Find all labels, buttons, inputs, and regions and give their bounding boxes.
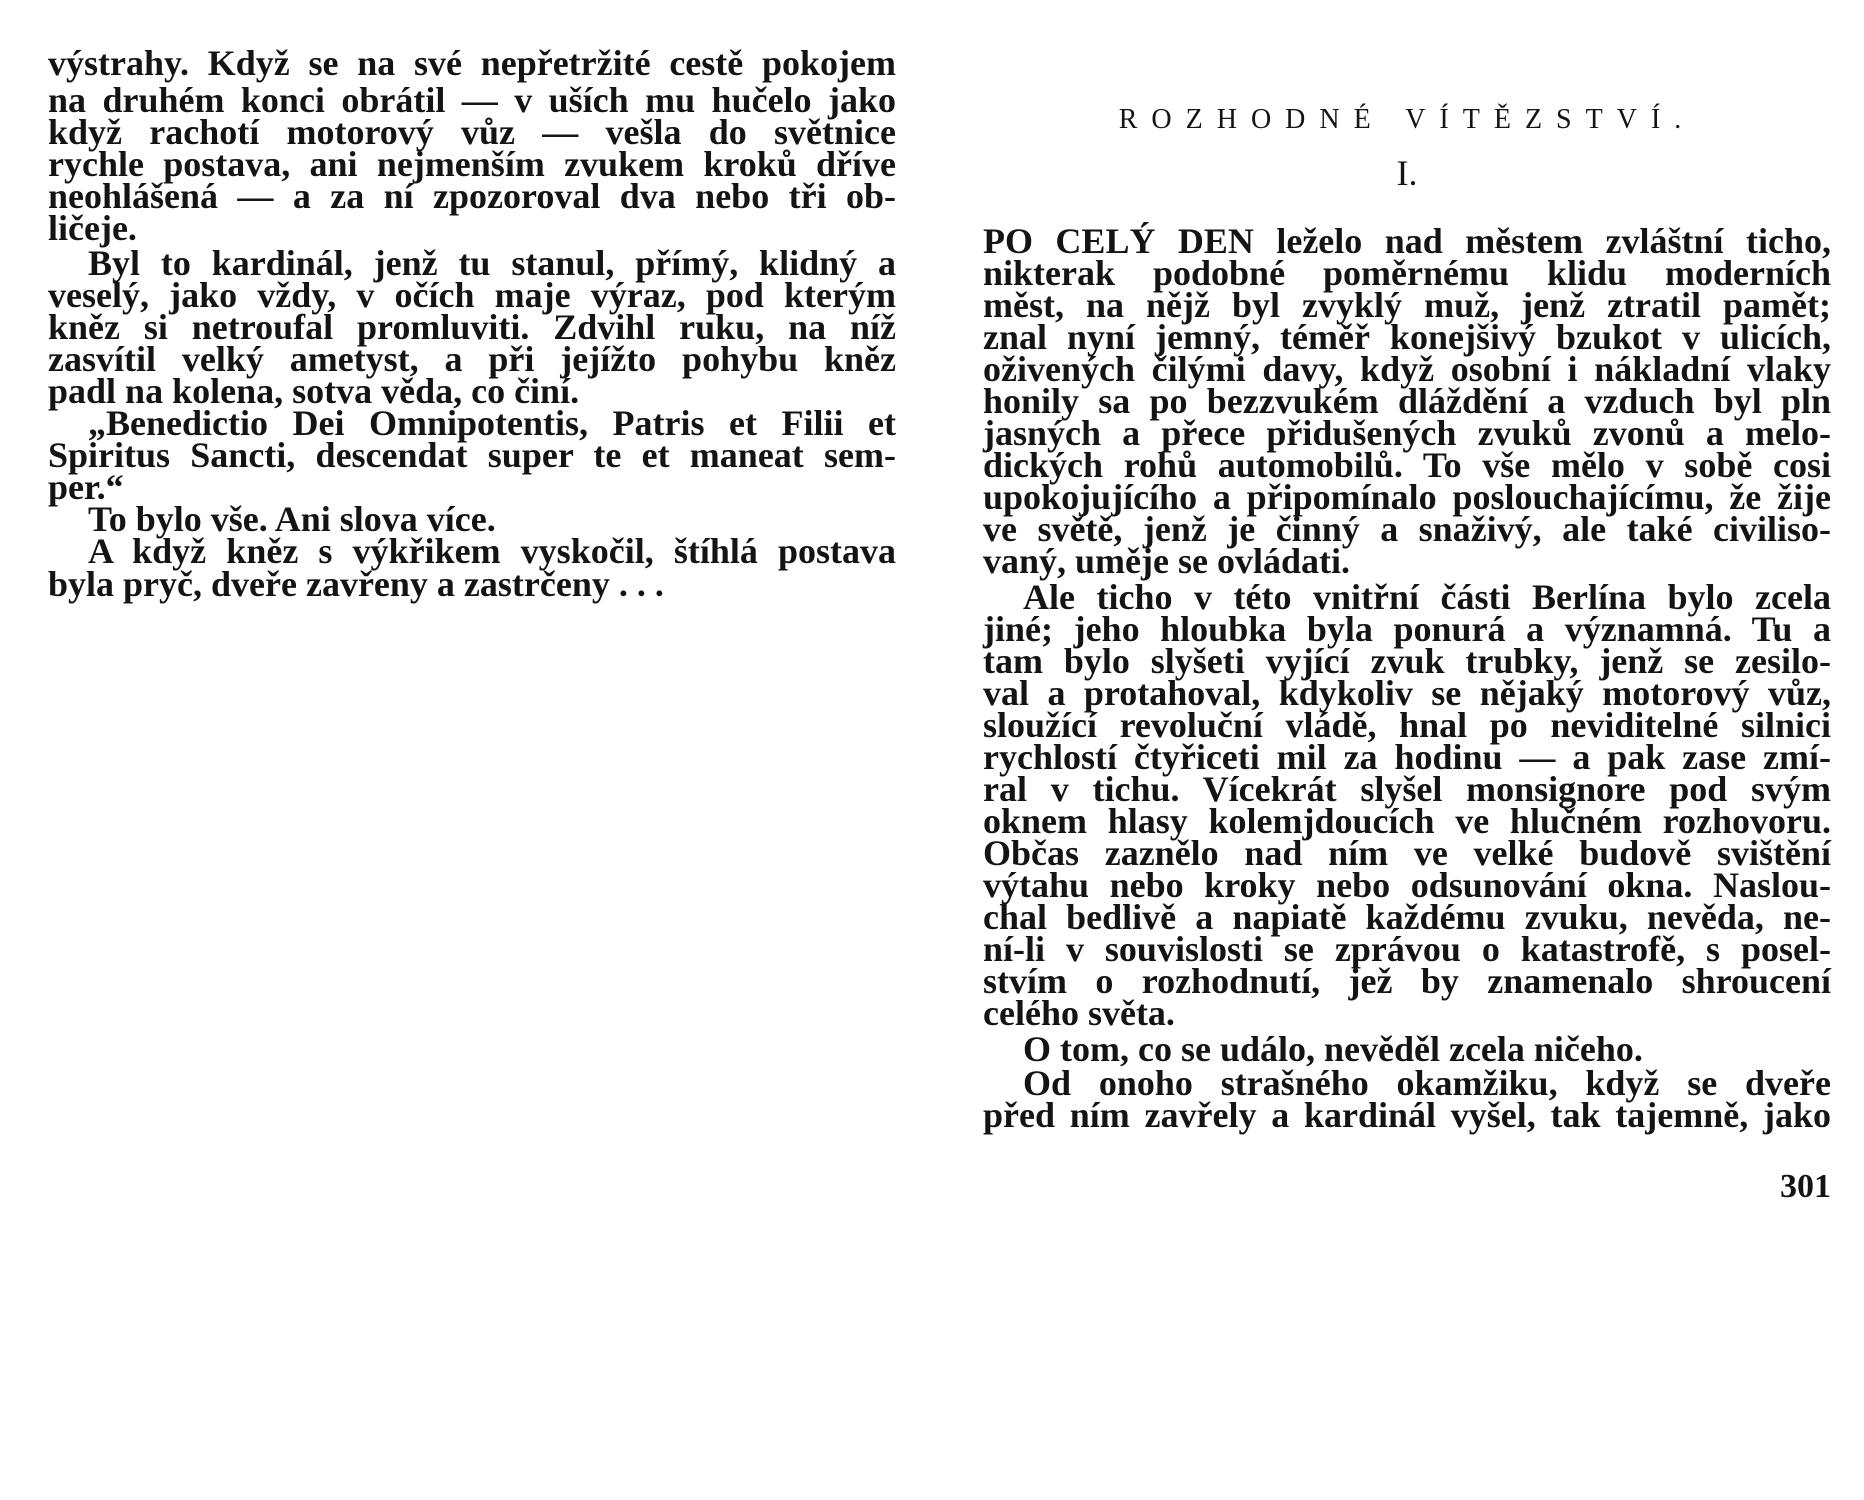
page-number: 301 [1780,1168,1831,1205]
text-line: chal bedlivě a napiatě každému zvuku, nevěda, ne- [983,897,1831,937]
text-line: když rachotí motorový vůz — vešla do světnice [48,112,896,152]
text-line: nikterak podobné poměrnému klidu moderních [983,253,1831,293]
text-line: veselý, jako vždy, v očích maje výraz, pod kterým [48,275,896,315]
text-line: padl na kolena, sotva věda, co činí. [48,371,580,411]
text-line: per.“ [48,467,124,507]
chapter-title: ROZHODNÉ VÍTĚZSTVÍ. [1118,104,1696,135]
paragraph-first-line: Ale ticho v této vnitřní části Berlína bylo zcela [1023,577,1831,617]
text-line: oživených čilými davy, když osobní i nákladní vlaky [983,349,1831,389]
paragraph-first-line: To bylo vše. Ani slova více. [88,499,496,539]
text-line: rychlostí čtyřiceti mil za hodinu — a pak zase zmí- [983,737,1831,777]
text-line: val a protahoval, kdykoliv se nějaký motorový vůz, [983,673,1831,713]
text-line: ve světě, jenž je činný a snaživý, ale také civiliso- [983,509,1831,549]
paragraph-first-line: Od onoho strašného okamžiku, když se dveře [1023,1063,1831,1103]
text-line: výtahu nebo kroky nebo odsunování okna. Naslou- [983,865,1831,905]
text-line: před ním zavřely a kardinál vyšel, tak tajemně, jako [983,1095,1831,1135]
text-line: zasvítil velký ametyst, a při jejížto pohybu kněz [48,339,896,379]
text-line: byla pryč, dveře zavřeny a zastrčeny . . . [48,564,664,604]
paragraph-first-line: Byl to kardinál, jenž tu stanul, přímý, klidný a [88,243,896,283]
text-line: honily sa po bezzvukém dláždění a vzduch byl pln [983,381,1831,421]
paragraph-first-line: O tom, co se událo, nevěděl zcela ničeho. [1023,1029,1643,1069]
text-line: výstrahy. Když se na své nepřetržité cestě pokojem [48,43,896,83]
text-line: vaný, uměje se ovládati. [983,541,1350,581]
text-line: Spiritus Sancti, descendat super te et maneat sem- [48,435,896,475]
paragraph-first-line: A když kněz s výkřikem vyskočil, štíhlá postava [88,531,896,571]
paragraph-first-line: PO CELÝ DEN leželo nad městem zvláštní ticho, [983,221,1831,261]
text-line: neohlášená — a za ní zpozoroval dva nebo tři ob- [48,176,896,216]
text-line: dických rohů automobilů. To vše mělo v sobě cosi [983,445,1831,485]
paragraph-first-line: „Benedictio Dei Omnipotentis, Patris et Filii et [88,403,896,443]
text-line: ličeje. [48,208,137,248]
text-line: měst, na nějž byl zvyklý muž, jenž ztratil pamět; [983,285,1831,325]
text-line: na druhém konci obrátil — v uších mu hučelo jako [48,80,896,120]
text-line: oknem hlasy kolemjdoucích ve hlučném rozhovoru. [983,801,1831,841]
text-line: Občas zaznělo nad ním ve velké budově svištění [983,833,1831,873]
text-line: ral v tichu. Vícekrát slyšel monsignore pod svým [983,769,1831,809]
left-page [48,0,896,1500]
text-line: rychle postava, ani nejmenším zvukem kroků dříve [48,144,896,184]
text-line: sloužící revoluční vládě, hnal po neviditelné silnici [983,705,1831,745]
text-line: kněz si netroufal promluviti. Zdvihl ruku, na níž [48,307,896,347]
text-line: tam bylo slyšeti vyjící zvuk trubky, jenž se zesilo- [983,641,1831,681]
right-page [983,0,1831,1500]
text-line: znal nyní jemný, téměř konejšivý bzukot v ulicích, [983,317,1831,357]
text-line: stvím o rozhodnutí, jež by znamenalo shroucení [983,961,1831,1001]
text-line: upokojujícího a připomínalo poslouchajícímu, že žije [983,477,1831,517]
text-line: celého světa. [983,993,1175,1033]
text-line: jiné; jeho hloubka byla ponurá a významná. Tu a [983,609,1831,649]
text-line: jasných a přece přidušených zvuků zvonů a melo- [983,413,1831,453]
text-line: ní-li v souvislosti se zprávou o katastrofě, s posel- [983,929,1831,969]
chapter-number: I. [1396,153,1418,193]
